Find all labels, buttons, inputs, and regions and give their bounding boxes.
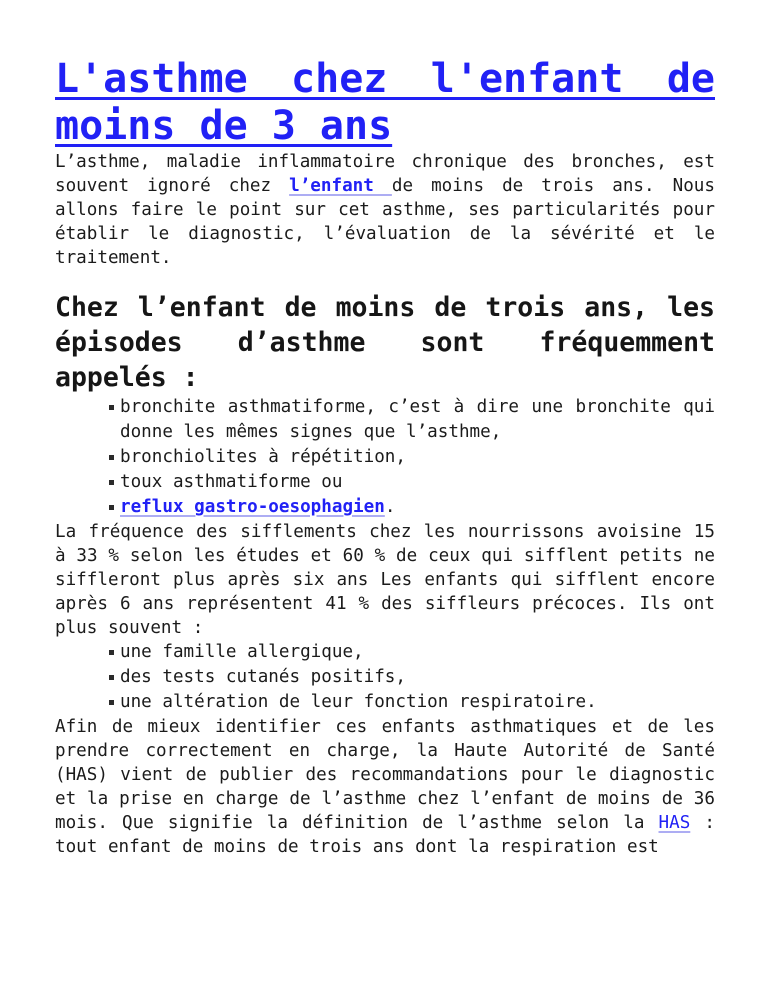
article-title-link[interactable]: L'asthme chez l'enfant de moins de 3 ans [55, 56, 715, 149]
list-item-bronchite: bronchite asthmatiforme, c’est à dire une bronchite qui donne les mêmes signes que l’asthme, [108, 395, 715, 445]
frequency-paragraph: La fréquence des sifflements chez les nourrissons avoisine 15 à 33 % selon les études et 60 % de ceux qui sifflent petits ne siffleront plus après six ans Les enfants qui sifflent encore après 6 ans représentent 41 % des siffleurs précoces. Ils ont plus souvent : [55, 522, 715, 638]
text-segment: : tout enfant de moins de trois ans dont la respiration est [55, 813, 715, 857]
list-item-reflux [108, 495, 715, 520]
has-paragraph [55, 715, 715, 859]
list-item-tests: des tests cutanés positifs, [108, 665, 715, 690]
risk-factors-list [55, 640, 715, 715]
asthma-names-list [55, 395, 715, 520]
text-segment: . [384, 497, 396, 517]
intro-paragraph [55, 150, 715, 270]
article-title [55, 56, 715, 150]
enfant-link[interactable]: l’enfant [289, 176, 392, 196]
text-segment: de moins de trois ans. Nous allons faire le point sur cet asthme, ses particularités pour établir le diagnostic, l’évaluation de la sévérité et le traitement. [55, 176, 715, 268]
reflux-link[interactable]: reflux gastro-oesophagien [120, 497, 385, 517]
section-heading: Chez l’enfant de moins de trois ans, les épisodes d’asthme sont fréquemment appelés : [55, 292, 715, 393]
list-item-alteration: une altération de leur fonction respiratoire. [108, 690, 715, 715]
has-link[interactable]: HAS [658, 813, 691, 833]
list-item-famille: une famille allergique, [108, 640, 715, 665]
text-segment: L’asthme, maladie inflammatoire chronique des bronches, est souvent ignoré chez [55, 152, 715, 196]
text-segment: Afin de mieux identifier ces enfants asthmatiques et de les prendre correctement en charge, la Haute Autorité de Santé (HAS) vient de publier des recommandations pour le diagnostic et la prise en charge de l’asthme chez l’enfant de moins de 36 mois. Que signifie la définition de l’asthme selon la [55, 717, 715, 833]
list-item-toux: toux asthmatiforme ou [108, 470, 715, 495]
list-item-bronchiolites: bronchiolites à répétition, [108, 445, 715, 470]
